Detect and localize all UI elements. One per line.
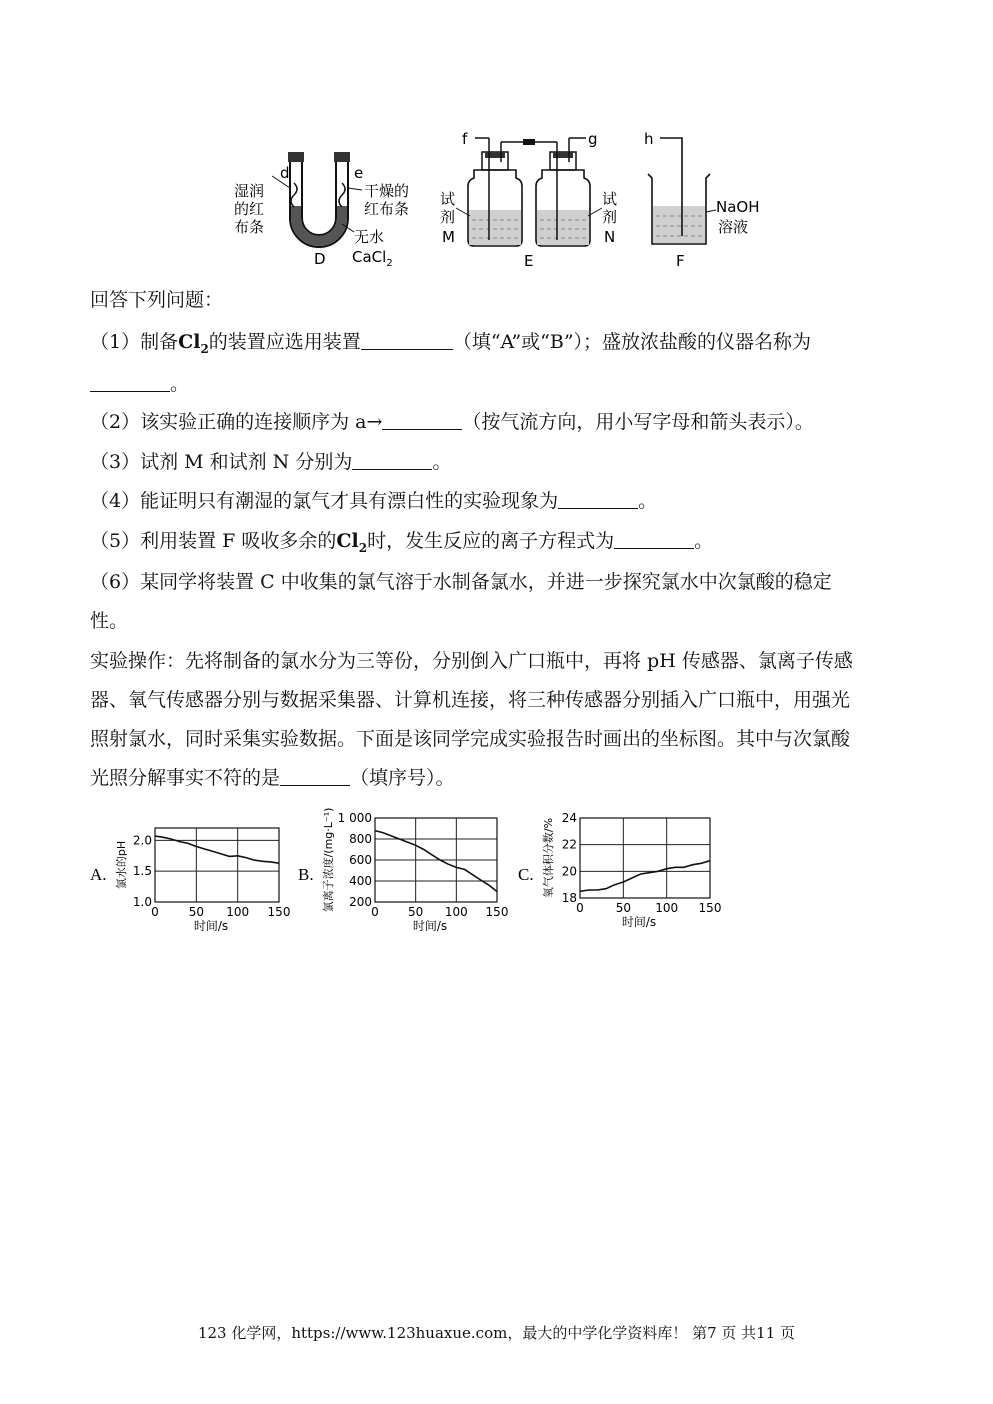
- chart-figure: [85, 806, 735, 944]
- option-label: C.: [518, 865, 534, 884]
- x-tick-label: 50: [408, 905, 424, 919]
- operation-line4: 光照分解事实不符的是 （填序号）。: [90, 767, 455, 789]
- question-5: （5）利用装置 F 吸收多余的$Cl_2$时，发生反应的离子方程式为 。: [90, 530, 714, 555]
- y-tick-label: 200: [349, 895, 372, 909]
- x-tick-label: 150: [698, 901, 722, 915]
- y-axis-title: 氯离子浓度/(mg·L⁻¹): [322, 807, 335, 913]
- answer-blank-1b[interactable]: [90, 373, 170, 392]
- reagent-m-2: 剂: [440, 208, 456, 226]
- option-label: A.: [90, 865, 107, 884]
- answer-blank-5[interactable]: [614, 530, 694, 549]
- naoh-note-2: 溶液: [718, 218, 749, 236]
- x-axis-title: 时间/s: [621, 915, 657, 929]
- y-tick-label: 1.0: [132, 895, 152, 909]
- d-left-note-2: 的红: [234, 200, 265, 218]
- chart-b: [298, 808, 508, 933]
- answer-blank-4[interactable]: [558, 490, 638, 509]
- x-tick-label: 100: [655, 901, 679, 915]
- label-f: F: [676, 252, 685, 270]
- y-tick-label: 1 000: [337, 811, 372, 825]
- apparatus-e: [440, 130, 617, 270]
- x-tick-label: 50: [615, 901, 631, 915]
- reagent-n-3: N: [604, 228, 616, 246]
- reagent-m-1: 试: [440, 190, 456, 208]
- y-tick-label: 400: [349, 874, 372, 888]
- y-axis-title: 氯水的pH: [115, 840, 128, 890]
- y-axis-title: 氧气体积分数/%: [542, 817, 555, 899]
- question-6-line2: 性。: [90, 610, 129, 632]
- x-tick-label: 0: [151, 905, 159, 919]
- x-tick-label: 100: [444, 905, 468, 919]
- d-bottom-note-1: 无水: [354, 228, 385, 246]
- option-label: B.: [298, 865, 314, 884]
- apparatus-figure: [230, 128, 790, 270]
- d-right-note-1: 干燥的: [364, 182, 410, 200]
- intro-text: 回答下列问题：: [90, 289, 224, 311]
- y-tick-label: 18: [561, 891, 577, 905]
- series-line: [580, 861, 710, 892]
- question-1-cont: 。: [90, 372, 189, 396]
- x-axis-title: 时间/s: [412, 919, 448, 933]
- answer-blank-2[interactable]: [382, 411, 462, 430]
- x-tick-label: 100: [226, 905, 250, 919]
- x-axis-title: 时间/s: [193, 919, 229, 933]
- port-e: e: [354, 164, 364, 182]
- label-d: D: [314, 250, 326, 268]
- d-right-note-2: 红布条: [364, 200, 410, 218]
- answer-blank-6[interactable]: [280, 767, 350, 786]
- port-d: d: [280, 164, 290, 182]
- answer-blank-3[interactable]: [352, 451, 432, 470]
- answer-blank-1a[interactable]: [361, 331, 453, 350]
- chart-a: [90, 828, 290, 933]
- naoh-note-1: NaOH: [716, 198, 760, 216]
- d-left-note-3: 布条: [234, 218, 265, 236]
- apparatus-f: [644, 130, 760, 270]
- y-tick-label: 1.5: [132, 864, 152, 879]
- plot-frame: [580, 818, 710, 898]
- apparatus-d: [234, 152, 409, 269]
- x-tick-label: 0: [576, 901, 584, 915]
- port-f: f: [462, 130, 468, 148]
- series-line: [375, 831, 497, 892]
- question-4: （4）能证明只有潮湿的氯气才具有漂白性的实验现象为 。: [90, 490, 658, 512]
- label-e: E: [524, 252, 534, 270]
- y-tick-label: 22: [561, 837, 577, 852]
- operation-line2: 器、氧气传感器分别与数据采集器、计算机连接，将三种传感器分别插入广口瓶中，用强光: [90, 689, 851, 711]
- x-tick-label: 50: [188, 905, 204, 919]
- y-tick-label: 20: [561, 864, 577, 879]
- reagent-n-1: 试: [602, 190, 618, 208]
- y-tick-label: 600: [349, 853, 372, 867]
- page-footer: 123 化学网，https://www.123huaxue.com，最大的中学化学资料库！ 第7 页 共11 页: [197, 1324, 796, 1342]
- y-tick-label: 800: [349, 832, 372, 846]
- question-6-line1: （6）某同学将装置 C 中收集的氯气溶于水制备氯水，并进一步探究氯水中次氯酸的稳定: [90, 571, 832, 593]
- y-tick-label: 2.0: [132, 833, 152, 848]
- reagent-m-3: M: [442, 228, 455, 246]
- operation-line1: 实验操作：先将制备的氯水分为三等份，分别倒入广口瓶中，再将 pH 传感器、氯离子传感: [90, 650, 853, 672]
- port-h: h: [644, 130, 654, 148]
- x-tick-label: 150: [485, 905, 509, 919]
- operation-line3: 照射氯水，同时采集实验数据。下面是该同学完成实验报告时画出的坐标图。其中与次氯酸: [90, 728, 851, 750]
- x-tick-label: 0: [371, 905, 379, 919]
- y-tick-label: 24: [561, 811, 577, 825]
- d-left-note-1: 湿润: [234, 182, 265, 200]
- question-2: （2）该实验正确的连接顺序为 a→ （按气流方向，用小写字母和箭头表示）。: [90, 411, 814, 433]
- x-tick-label: 150: [267, 905, 291, 919]
- question-3: （3）试剂 M 和试剂 N 分别为 。: [90, 451, 452, 473]
- question-1: （1）制备$Cl_2$的装置应选用装置 （填“A”或“B”）；盛放浓盐酸的仪器名称为: [90, 331, 812, 356]
- reagent-n-2: 剂: [602, 208, 618, 226]
- port-g: g: [588, 130, 598, 148]
- chart-c: [518, 811, 721, 929]
- d-bottom-note-2: CaCl$_2$: [352, 248, 393, 269]
